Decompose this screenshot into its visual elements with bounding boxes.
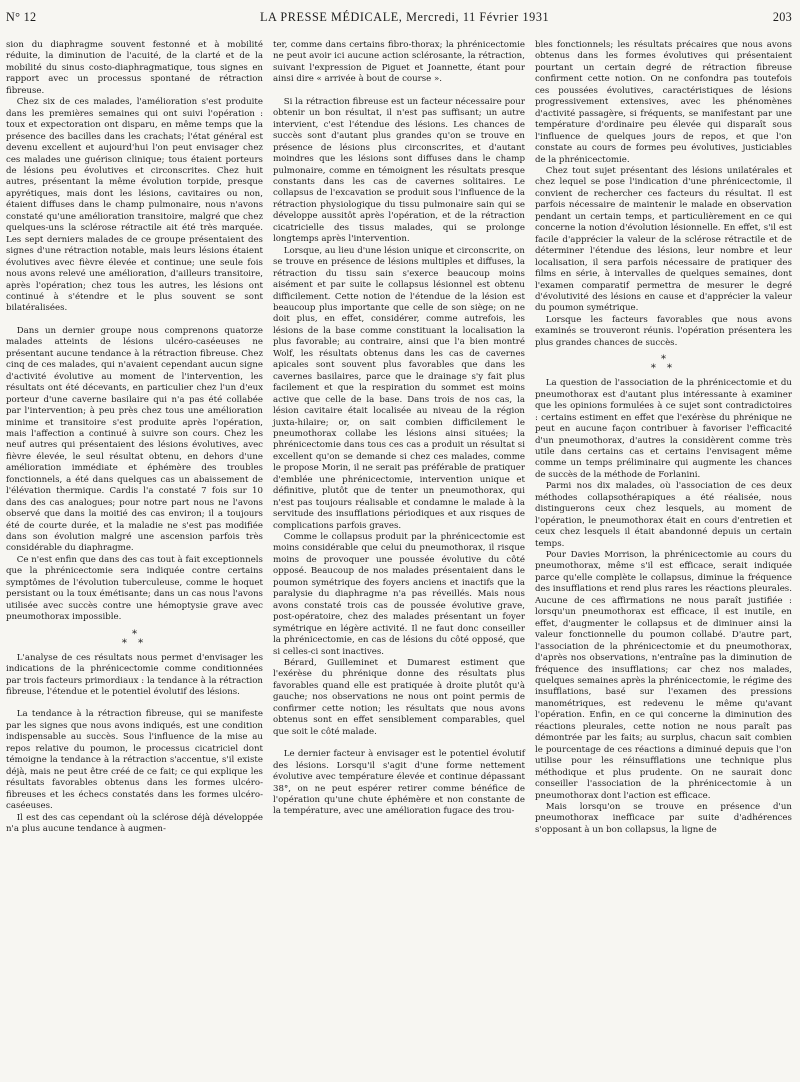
- paragraph: Lorsque les facteurs favorables que nous avons examinés se trouveront réunis. l'opération présentera les plus grandes chances de succès.: [534, 314, 792, 348]
- paragraph: ter, comme dans certains fibro-thorax; la phrénicectomie ne peut avoir ici aucune action sclérosante, la rétraction, suivant l'expression de Piguet et Joannette, étant pour ainsi dire « arrivée à bout de course ».: [272, 40, 525, 85]
- paragraph: bles fonctionnels; les résultats précaires que nous avons obtenus dans les formes évolutives qui présentaient pourtant un certain degré de rétraction fibreuse confirment cette notion. On ne confondra pas toutefois ces poussées évolutives, caractéristiques de lésions progressivement extensives, avec les phénomènes d'activité passagère, si fréquents, se manifestant par une température d'ordinaire peu élevée qui disparaît sous l'influence de quelques jours de repos, et que l'on constate au cours de formes peu évolutives, justiciables de la phrénicectomie.: [534, 40, 792, 165]
- paragraph: Chez six de ces malades, l'amélioration s'est produite dans les premières semaines qui ont suivi l'opération : toux et expectoration ont disparu, en même temps que la présence des bacilles dans les crachats; l'état général est devenu excellent et aujourd'hui l'on peut envisager chez ces malades une guérison clinique; tous étaient porteurs de lésions peu évolutives et circonscrites. Chez huit autres, présentant la même évolution torpide, presque apyrétiques, mais dont les lésions, cavitaires ou non, étaient diffuses dans le champ pulmonaire, nous n'avons constaté qu'une amélioration transitoire, malgré que chez quelques-uns la sclérose rétractile ait été très marquée. Les sept derniers malades de ce groupe présentaient des signes d'une rétraction notable, mais leurs lésions étaient évolutives avec fièvre élevée et continue; une seule fois nous avons relevé une amélioration, d'ailleurs transitoire, après l'opération; chez tous les autres, les lésions ont continué à s'étendre et le plus souvent se sont bilatéralisées.: [6, 97, 263, 314]
- issue-number: N° 12: [6, 10, 37, 24]
- paragraph: La question de l'association de la phrénicectomie et du pneumothorax est d'autant plus intéressante à examiner que les opinions formulées à ce sujet sont contradictoires : certains estiment en effet que l'exérèse du phrénique ne peut en aucune façon contribuer à favoriser l'efficacité d'un pneumothorax, d'autres la considèrent comme très utile dans certains cas et certains l'envisagent même comme un temps préliminaire qui augmente les chances de succès de la méthode de Forlanini.: [534, 378, 792, 480]
- paragraph: Parmi nos dix malades, où l'association de ces deux méthodes collapsothérapiques a été réalisée, nous distinguerons ceux chez lesquels, au moment de l'opération, le pneumothorax était en cours d'entretien et ceux chez lesquels il était abandonné depuis un certain temps.: [534, 481, 792, 549]
- column-3: [530, 40, 792, 1076]
- paragraph: Bérard, Guilleminet et Dumarest estiment que l'exérèse du phrénique donne des résultats plus favorables quand elle est pratiquée à droite plutôt qu'à gauche; nos observations ne nous ont point permis de confirmer cette notion; les résultats que nous avons obtenus sont en effet sensiblement comparables, quel que soit le côté malade.: [272, 658, 525, 737]
- running-header: [6, 10, 792, 28]
- paragraph: Si la rétraction fibreuse est un facteur nécessaire pour obtenir un bon résultat, il n'est pas suffisant; un autre intervient, c'est l'étendue des lésions. Les chances de succès sont d'autant plus grandes qu'on se trouve en présence de lésions plus circonscrites, et d'autant moindres que les lésions sont diffuses dans le champ pulmonaire, comme en témoignent les résultats presque constants dans les cas de cavernes solitaires. Le collapsus de l'excavation se produit sous l'influence de la rétraction physiologique du tissu pulmonaire sain qui se développe aussitôt après l'opération, et de la rétraction cicatricielle des tissus malades, qui se prolonge longtemps après l'intervention.: [272, 96, 525, 245]
- paragraph: Pour Davies Morrison, la phrénicectomie au cours du pneumothorax, même s'il est efficace, serait indiquée parce qu'elle complète le collapsus, diminue la fréquence des insufflations et rend plus rares les réactions pleurales. Aucune de ces affirmations ne nous paraît justifiée : lorsqu'un pneumothorax est efficace, il est inutile, en effet, d'augmenter le collapsus et de diminuer ainsi la valeur fonctionnelle du poumon collabé. D'autre part, l'association de la phrénicectomie et du pneumothorax, d'après nos observations, n'entraîne pas la diminution de fréquence des insufflations; car chez nos malades, quelques semaines après la phrénicectomie, le régime des insufflations, basé sur l'examen des pressions manométriques, est redevenu le même qu'avant l'opération. Enfin, en ce qui concerne la diminution des réactions pleurales, cette notion ne nous paraît pas démontrée par les faits; au surplus, chacun sait combien le pourcentage de ces réactions a diminué depuis que l'on utilise pour les réinsufflations une technique plus méthodique et plus prudente. On ne saurait donc conseiller l'association de la phrénicectomie à un pneumothorax dont l'action est efficace.: [534, 550, 792, 801]
- section-separator-asterisks: * * *: [121, 628, 148, 649]
- column-2: [268, 40, 530, 1076]
- page-number: 203: [772, 10, 792, 24]
- column-1: [6, 40, 268, 1076]
- paragraph: L'analyse de ces résultats nous permet d'envisager les indications de la phrénicectomie comme conditionnées par trois facteurs primordiaux : la tendance à la rétraction fibreuse, l'étendue et le potentiel évolutif des lésions.: [6, 652, 263, 698]
- section-separator-asterisks: * * *: [650, 354, 677, 375]
- paragraph: Chez tout sujet présentant des lésions unilatérales et chez lequel se pose l'indication d'une phrénicectomie, il convient de rechercher ces facteurs du résultat. Il est parfois nécessaire de maintenir le malade en observation pendant un certain temps, et particulièrement en ce qui concerne la notion d'évolution lésionnelle. En effet, s'il est facile d'apprécier la valeur de la sclérose rétractile et de déterminer l'étendue des lésions, leur nombre et leur localisation, il sera parfois nécessaire de pratiquer des films en série, à intervalles de quelques semaines, dont l'examen comparatif permettra de mesurer le degré d'évolutivité des lésions en cause et d'apprécier la valeur du poumon symétrique.: [534, 165, 792, 314]
- paragraph: Dans un dernier groupe nous comprenons quatorze malades atteints de lésions ulcéro-caséeuses ne présentant aucune tendance à la rétraction fibreuse. Chez cinq de ces malades, qui n'avaient cependant aucun signe d'activité évolutive au moment de l'intervention, les résultats ont été décevants, en particulier chez l'un d'eux porteur d'une caverne basilaire qui n'a pas été collabée par l'intervention; à peu près chez tous une amélioration minime et transitoire s'est produite après l'opération, mais l'affection a continué à suivre son cours. Chez les neuf autres qui présentaient des lésions évolutives, avec fièvre élevée, le seul résultat obtenu, en dehors d'une amélioration immédiate et éphémère des troubles fonctionnels, a été dans quelques cas un abaissement de l'élévation thermique. Cardis l'a constaté 7 fois sur 10 dans des cas analogues; pour notre part nous ne l'avons observé que dans la moitié des cas environ; il a toujours été de courte durée, et la maladie ne s'est pas modifiée dans son évolution malgré une ascension parfois très considérable du diaphragme.: [6, 325, 263, 554]
- article-body: [6, 40, 792, 1076]
- paragraph: Comme le collapsus produit par la phrénicectomie est moins considérable que celui du pneumothorax, il risque moins de provoquer une poussée évolutive du côté opposé. Beaucoup de nos malades présentaient dans le poumon symétrique des foyers anciens et inactifs que la paralysie du diaphragme n'a pas réveillés. Mais nous avons constaté trois cas de poussée évolutive grave, post-opératoire, chez des malades présentant un foyer symétrique en légère activité. Il ne faut donc conseiller la phrénicectomie, en cas de lésions du côté opposé, que si celles-ci sont inactives.: [272, 532, 525, 657]
- paragraph: Il est des cas cependant où la sclérose déjà développée n'a plus aucune tendance à augmen-: [6, 812, 263, 834]
- paragraph: sion du diaphragme souvent festonné et à mobilité réduite, la diminution de l'acuité, de la clarté et de la mobilité du sinus costo-diaphragmatique, tous signes en rapport avec un processus spontané de rétraction fibreuse.: [6, 40, 263, 96]
- paragraph: La tendance à la rétraction fibreuse, qui se manifeste par les signes que nous avons indiqués, est une condition indispensable au succès. Sous l'influence de la mise au repos relative du poumon, le processus cicatriciel dont témoigne la tendance à la rétraction s'accentue, s'il existe déjà, mais ne peut être créé de ce fait; ce qui explique les résultats favorables obtenus dans les formes ulcéro-fibreuses et les échecs constatés dans les formes ulcéro-caséeuses.: [6, 709, 263, 812]
- journal-title-date: LA PRESSE MÉDICALE, Mercredi, 11 Février 1931: [260, 10, 550, 24]
- paragraph: Mais lorsqu'on se trouve en présence d'un pneumothorax inefficace par suite d'adhérences s'opposant à un bon collapsus, la ligne de: [534, 802, 792, 835]
- paragraph: Ce n'est enfin que dans des cas tout à fait exceptionnels que la phrénicectomie sera indiquée contre certains symptômes de l'évolution tuberculeuse, comme le hoquet persistant ou la toux émétisante; dans un cas nous l'avons utilisée avec succès contre une hémoptysie grave avec pneumothorax impossible.: [6, 554, 263, 623]
- paragraph: Le dernier facteur à envisager est le potentiel évolutif des lésions. Lorsqu'il s'agit d'une forme nettement évolutive avec température élevée et continue dépassant 38°, on ne peut espérer retirer comme bénéfice de l'opération qu'une chute éphémère et non constante de la température, avec une amélioration fugace des trou-: [272, 749, 525, 817]
- paragraph: Lorsque, au lieu d'une lésion unique et circonscrite, on se trouve en présence de lésions multiples et diffuses, la rétraction du tissu sain s'exerce beaucoup moins aisément et par suite le collapsus lésionnel est obtenu difficilement. Cette notion de l'étendue de la lésion est beaucoup plus importante que celle de son siège; on ne doit plus, en effet, considérer, comme autrefois, les lésions de la base comme constituant la localisation la plus favorable; au contraire, ainsi que l'a bien montré Wolf, les résultats obtenus dans les cas de cavernes apicales sont souvent plus favorables que dans les cavernes basilaires, parce que le drainage s'y fait plus facilement et que la respiration du sommet est moins active que celle de la base. Dans trois de nos cas, la lésion cavitaire était localisée au niveau de la région juxta-hilaire; or, on sait combien difficilement le pneumothorax collabe les lésions ainsi situées; la phrénicectomie dans tous ces cas a produit un résultat si excellent qu'on se demande si chez ces malades, comme le propose Morin, il ne serait pas préférable de pratiquer d'emblée une phrénicectomie, intervention unique et définitive, plutôt que de tenter un pneumothorax, qui n'est pas toujours réalisable et condamne le malade à la servitude des insufflations périodiques et aux risques de complications parfois graves.: [272, 245, 525, 531]
